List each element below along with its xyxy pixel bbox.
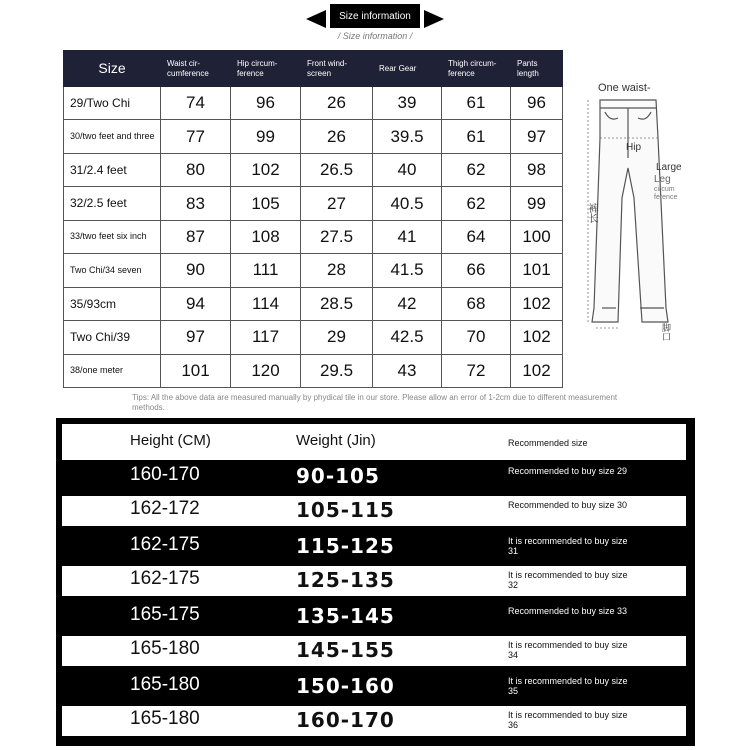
recommended-size: It is recommended to buy size 34 — [508, 640, 628, 661]
measurement-cell: 97 — [161, 321, 231, 354]
measurement-cell: 87 — [161, 220, 231, 253]
table-row — [64, 153, 563, 186]
hw-header-weight: Weight (Jin) — [296, 432, 376, 449]
measurement-cell: 26 — [301, 120, 373, 153]
col-header-front-rise: Front wind- screen — [301, 51, 373, 87]
recommended-size: Recommended to buy size 29 — [508, 466, 628, 476]
list-item — [62, 636, 686, 666]
table-row — [64, 87, 563, 120]
measurement-cell: 99 — [511, 187, 563, 220]
measurement-cell: 98 — [511, 153, 563, 186]
measurement-cell: 105 — [231, 187, 301, 220]
measurement-cell: 39 — [373, 87, 442, 120]
recommended-size: Recommended to buy size 33 — [508, 606, 628, 616]
length-label: 裤长 — [586, 203, 597, 223]
measurement-cell: 74 — [161, 87, 231, 120]
size-label: Two Chi/39 — [64, 321, 161, 354]
banner-subtitle: / Size information / — [337, 31, 413, 41]
hw-header-recommended: Recommended size — [508, 438, 588, 448]
measurement-cell: 100 — [511, 220, 563, 253]
list-item — [62, 532, 686, 562]
measurement-tips: Tips: All the above data are measured manually by phydical tile in our store. Please allow an error of 1-2cm due to different measurement methods. — [132, 393, 618, 412]
waist-label: One waist- — [598, 82, 651, 94]
weight-range: 125-135 — [296, 568, 395, 592]
measurement-cell: 108 — [231, 220, 301, 253]
measurement-cell: 26.5 — [301, 153, 373, 186]
measurement-cell: 101 — [161, 354, 231, 388]
ference-label: ference — [654, 194, 678, 201]
size-label: 33/two feet six inch — [64, 220, 161, 253]
list-item — [62, 672, 686, 702]
measurement-cell: 111 — [231, 254, 301, 287]
large-leg-label: Large — [656, 162, 682, 173]
hw-header-row — [62, 424, 686, 460]
height-range: 162-172 — [130, 498, 200, 519]
measurement-cell: 27.5 — [301, 220, 373, 253]
hem-label: 脚口 — [661, 323, 671, 341]
size-table-header — [64, 51, 563, 87]
weight-range: 150-160 — [296, 674, 395, 698]
measurement-cell: 83 — [161, 187, 231, 220]
list-item — [62, 602, 686, 632]
measurement-cell: 61 — [442, 87, 511, 120]
measurement-cell: 62 — [442, 153, 511, 186]
height-range: 165-180 — [130, 708, 200, 729]
measurement-cell: 120 — [231, 354, 301, 388]
table-row — [64, 220, 563, 253]
measurement-cell: 26 — [301, 87, 373, 120]
col-header-rear-rise: Rear Gear — [373, 51, 442, 87]
size-label: 38/one meter — [64, 354, 161, 388]
height-range: 165-175 — [130, 604, 200, 625]
title-banner — [306, 4, 444, 28]
measurement-cell: 99 — [231, 120, 301, 153]
list-item — [62, 706, 686, 736]
measurement-cell: 96 — [231, 87, 301, 120]
measurement-cell: 90 — [161, 254, 231, 287]
measurement-cell: 117 — [231, 321, 301, 354]
recommended-size: Recommended to buy size 30 — [508, 500, 628, 510]
list-item — [62, 566, 686, 596]
size-label: 31/2.4 feet — [64, 153, 161, 186]
measurement-cell: 28 — [301, 254, 373, 287]
measurement-cell: 114 — [231, 287, 301, 320]
measurement-cell: 62 — [442, 187, 511, 220]
recommended-size: It is recommended to buy size 32 — [508, 570, 628, 591]
measurement-cell: 80 — [161, 153, 231, 186]
hip-label: Hip — [626, 142, 642, 153]
measurement-cell: 102 — [511, 287, 563, 320]
measurement-cell: 42.5 — [373, 321, 442, 354]
col-header-length: Pants length — [511, 51, 563, 87]
hw-header-height: Height (CM) — [130, 432, 211, 449]
recommended-size: It is recommended to buy size 36 — [508, 710, 628, 731]
size-table — [63, 50, 563, 388]
weight-range: 135-145 — [296, 604, 395, 628]
measurement-cell: 27 — [301, 187, 373, 220]
size-label: Two Chi/34 seven — [64, 254, 161, 287]
col-header-waist: Waist cir- cumference — [161, 51, 231, 87]
measurement-cell: 29 — [301, 321, 373, 354]
measurement-cell: 77 — [161, 120, 231, 153]
table-row — [64, 287, 563, 320]
table-row — [64, 321, 563, 354]
banner-ribbon-left — [306, 10, 326, 28]
banner-ribbon-right — [424, 10, 444, 28]
weight-range: 145-155 — [296, 638, 395, 662]
col-header-hip: Hip circum- ference — [231, 51, 301, 87]
recommended-size: It is recommended to buy size 31 — [508, 536, 628, 557]
weight-range: 90-105 — [296, 464, 380, 488]
measurement-cell: 72 — [442, 354, 511, 388]
col-header-size: Size — [64, 51, 161, 87]
leg-label: Leg — [654, 174, 671, 185]
col-header-thigh: Thigh circum- ference — [442, 51, 511, 87]
pants-diagram — [578, 78, 698, 350]
measurement-cell: 42 — [373, 287, 442, 320]
height-range: 165-180 — [130, 638, 200, 659]
table-row — [64, 254, 563, 287]
weight-range: 115-125 — [296, 534, 395, 558]
list-item — [62, 462, 686, 492]
height-range: 162-175 — [130, 534, 200, 555]
banner-title: Size information — [330, 4, 420, 28]
weight-range: 105-115 — [296, 498, 395, 522]
recommended-size: It is recommended to buy size 35 — [508, 676, 628, 697]
height-range: 160-170 — [130, 464, 200, 485]
measurement-cell: 70 — [442, 321, 511, 354]
measurement-cell: 102 — [511, 354, 563, 388]
measurement-cell: 29.5 — [301, 354, 373, 388]
measurement-cell: 61 — [442, 120, 511, 153]
measurement-cell: 102 — [231, 153, 301, 186]
measurement-cell: 68 — [442, 287, 511, 320]
list-item — [62, 496, 686, 526]
table-row — [64, 120, 563, 153]
circum-label: circum — [654, 186, 675, 193]
measurement-cell: 101 — [511, 254, 563, 287]
measurement-cell: 41 — [373, 220, 442, 253]
size-label: 30/two feet and three — [64, 120, 161, 153]
measurement-cell: 97 — [511, 120, 563, 153]
size-label: 32/2.5 feet — [64, 187, 161, 220]
measurement-cell: 43 — [373, 354, 442, 388]
height-range: 162-175 — [130, 568, 200, 589]
weight-range: 160-170 — [296, 708, 395, 732]
measurement-cell: 96 — [511, 87, 563, 120]
table-row — [64, 187, 563, 220]
measurement-cell: 41.5 — [373, 254, 442, 287]
size-label: 29/Two Chi — [64, 87, 161, 120]
measurement-cell: 28.5 — [301, 287, 373, 320]
measurement-cell: 66 — [442, 254, 511, 287]
measurement-cell: 94 — [161, 287, 231, 320]
measurement-cell: 40.5 — [373, 187, 442, 220]
measurement-cell: 102 — [511, 321, 563, 354]
table-row — [64, 354, 563, 388]
measurement-cell: 64 — [442, 220, 511, 253]
measurement-cell: 39.5 — [373, 120, 442, 153]
height-weight-table — [56, 418, 695, 746]
size-label: 35/93cm — [64, 287, 161, 320]
height-range: 165-180 — [130, 674, 200, 695]
measurement-cell: 40 — [373, 153, 442, 186]
